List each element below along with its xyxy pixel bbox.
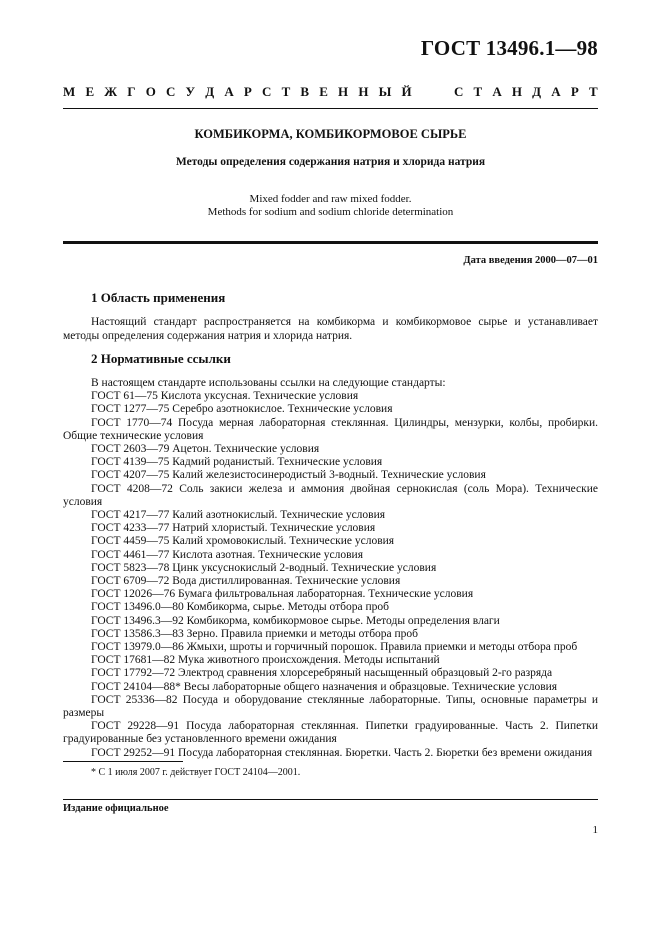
english-title [63, 193, 598, 219]
official-edition-label: Издание официальное [63, 803, 169, 814]
reference-item: ГОСТ 4459—75 Калий хромовокислый. Технические условия [91, 535, 395, 548]
reference-item: ГОСТ 24104—88* Весы лабораторные общего назначения и образцовые. Технические условия [91, 680, 558, 693]
heading-letter: Ж [104, 84, 118, 99]
heading-letter: О [145, 84, 156, 99]
heading-letter: С [262, 84, 272, 99]
reference-item: ГОСТ 17681—82 Мука животного происхождения. Методы испытаний [91, 654, 440, 667]
heading-letter: Т [473, 84, 483, 99]
heading-letter: Ы [378, 84, 392, 99]
section-1-text: Настоящий стандарт распространяется на комбикорма и комбикормовое сырье и устанавливает методы определения содержания натрия и хлорида натрия. [63, 316, 598, 342]
heading-letter: Й [401, 84, 412, 99]
footnote-divider [63, 761, 183, 762]
reference-item: ГОСТ 29252—91 Посуда лабораторная стеклянная. Бюретки. Часть 2. Бюретки без времени ожидания [91, 746, 593, 759]
reference-item: ГОСТ 4233—77 Натрий хлористый. Технические условия [91, 522, 376, 535]
reference-item: ГОСТ 5823—78 Цинк уксуснокислый 2-водный. Технические условия [91, 561, 437, 574]
reference-item: ГОСТ 1770—74 Посуда мерная лабораторная стеклянная. Цилиндры, мензурки, колбы, пробирки. Общие технические условия [63, 416, 598, 442]
header-divider [63, 108, 598, 109]
heading-letter: В [300, 84, 310, 99]
standard-number: ГОСТ 13496.1—98 [420, 36, 598, 60]
page-number: 1 [592, 824, 598, 836]
document-subtitle: Методы определения содержания натрия и хлорида натрия [175, 156, 486, 168]
heading-letter: Р [570, 84, 579, 99]
heading-letter: А [224, 84, 234, 99]
heading-letter: С [166, 84, 176, 99]
heading-word-gap [422, 84, 444, 100]
reference-item: ГОСТ 13586.3—83 Зерно. Правила приемки и методы отбора проб [91, 627, 419, 640]
reference-item: ГОСТ 2603—79 Ацетон. Технические условия [91, 443, 320, 456]
reference-item: ГОСТ 25336—82 Посуда и оборудование стеклянные лабораторные. Типы, основные параметры и размеры [63, 693, 598, 720]
heading-letter: М [63, 84, 76, 99]
footer-divider [63, 799, 598, 800]
heading-letter: Е [85, 84, 95, 99]
heading-letter: Т [281, 84, 291, 99]
english-title-line-2: Methods for sodium and sodium chloride determination [207, 206, 454, 218]
reference-item: ГОСТ 4208—72 Соль закиси железа и аммония двойная сернокислая (соль Мора). Технические условия [63, 482, 598, 508]
reference-item: ГОСТ 12026—76 Бумага фильтровальная лабораторная. Технические условия [91, 588, 474, 601]
heading-letter: Н [511, 84, 523, 99]
title-divider [63, 241, 598, 244]
heading-letter: Н [338, 84, 349, 99]
reference-item: ГОСТ 13496.3—92 Комбикорма, комбикормовое сырье. Методы определения влаги [91, 614, 500, 627]
english-title-line-1: Mixed fodder and raw mixed fodder. [249, 193, 412, 205]
heading-letter: Т [588, 84, 598, 99]
reference-item: ГОСТ 29228—91 Посуда лабораторная стеклянная. Пипетки градуированные. Часть 2. Пипетки градуированные без установленного времени ожидания [63, 720, 598, 746]
heading-letter: А [551, 84, 561, 99]
interstate-standard-heading [63, 84, 598, 100]
heading-letter: Д [532, 84, 542, 99]
reference-item: ГОСТ 6709—72 Вода дистиллированная. Технические условия [91, 575, 401, 588]
heading-letter: Д [205, 84, 215, 99]
document-title: КОМБИКОРМА, КОМБИКОРМОВОЕ СЫРЬЕ [194, 127, 467, 141]
heading-letter: Е [319, 84, 328, 99]
heading-letter: У [185, 84, 196, 99]
reference-item: ГОСТ 1277—75 Серебро азотнокислое. Технические условия [91, 403, 393, 416]
heading-letter: С [453, 84, 464, 99]
reference-item: ГОСТ 61—75 Кислота уксусная. Технические условия [91, 390, 359, 403]
introduction-date: Дата введения 2000—07—01 [463, 255, 598, 266]
reference-item: ГОСТ 4461—77 Кислота азотная. Технические условия [91, 548, 363, 561]
heading-letter: Н [358, 84, 369, 99]
reference-item: ГОСТ 4139—75 Кадмий роданистый. Технические условия [91, 456, 383, 469]
heading-letter: Г [127, 84, 136, 99]
reference-item: ГОСТ 17792—72 Электрод сравнения хлорсеребряный насыщенный образцовый 2-го разряда [91, 667, 553, 680]
heading-letter: А [492, 84, 502, 99]
normative-references [63, 377, 598, 760]
reference-item: ГОСТ 13496.0—80 Комбикорма, сырье. Методы отбора проб [91, 601, 389, 614]
reference-item: ГОСТ 4207—75 Калий железистосинеродистый 3-водный. Технические условия [91, 469, 486, 482]
section-1-title: 1 Область применения [91, 290, 226, 305]
references-intro: В настоящем стандарте использованы ссылки на следующие стандарты: [91, 377, 446, 389]
section-2-title: 2 Нормативные ссылки [91, 351, 231, 366]
reference-item: ГОСТ 13979.0—86 Жмыхи, шроты и горчичный порошок. Правила приемки и методы отбора проб [91, 641, 578, 654]
heading-letter: Р [243, 84, 252, 99]
reference-item: ГОСТ 4217—77 Калий азотнокислый. Технические условия [91, 509, 386, 522]
footnote: * С 1 июля 2007 г. действует ГОСТ 24104—2001. [91, 767, 301, 778]
